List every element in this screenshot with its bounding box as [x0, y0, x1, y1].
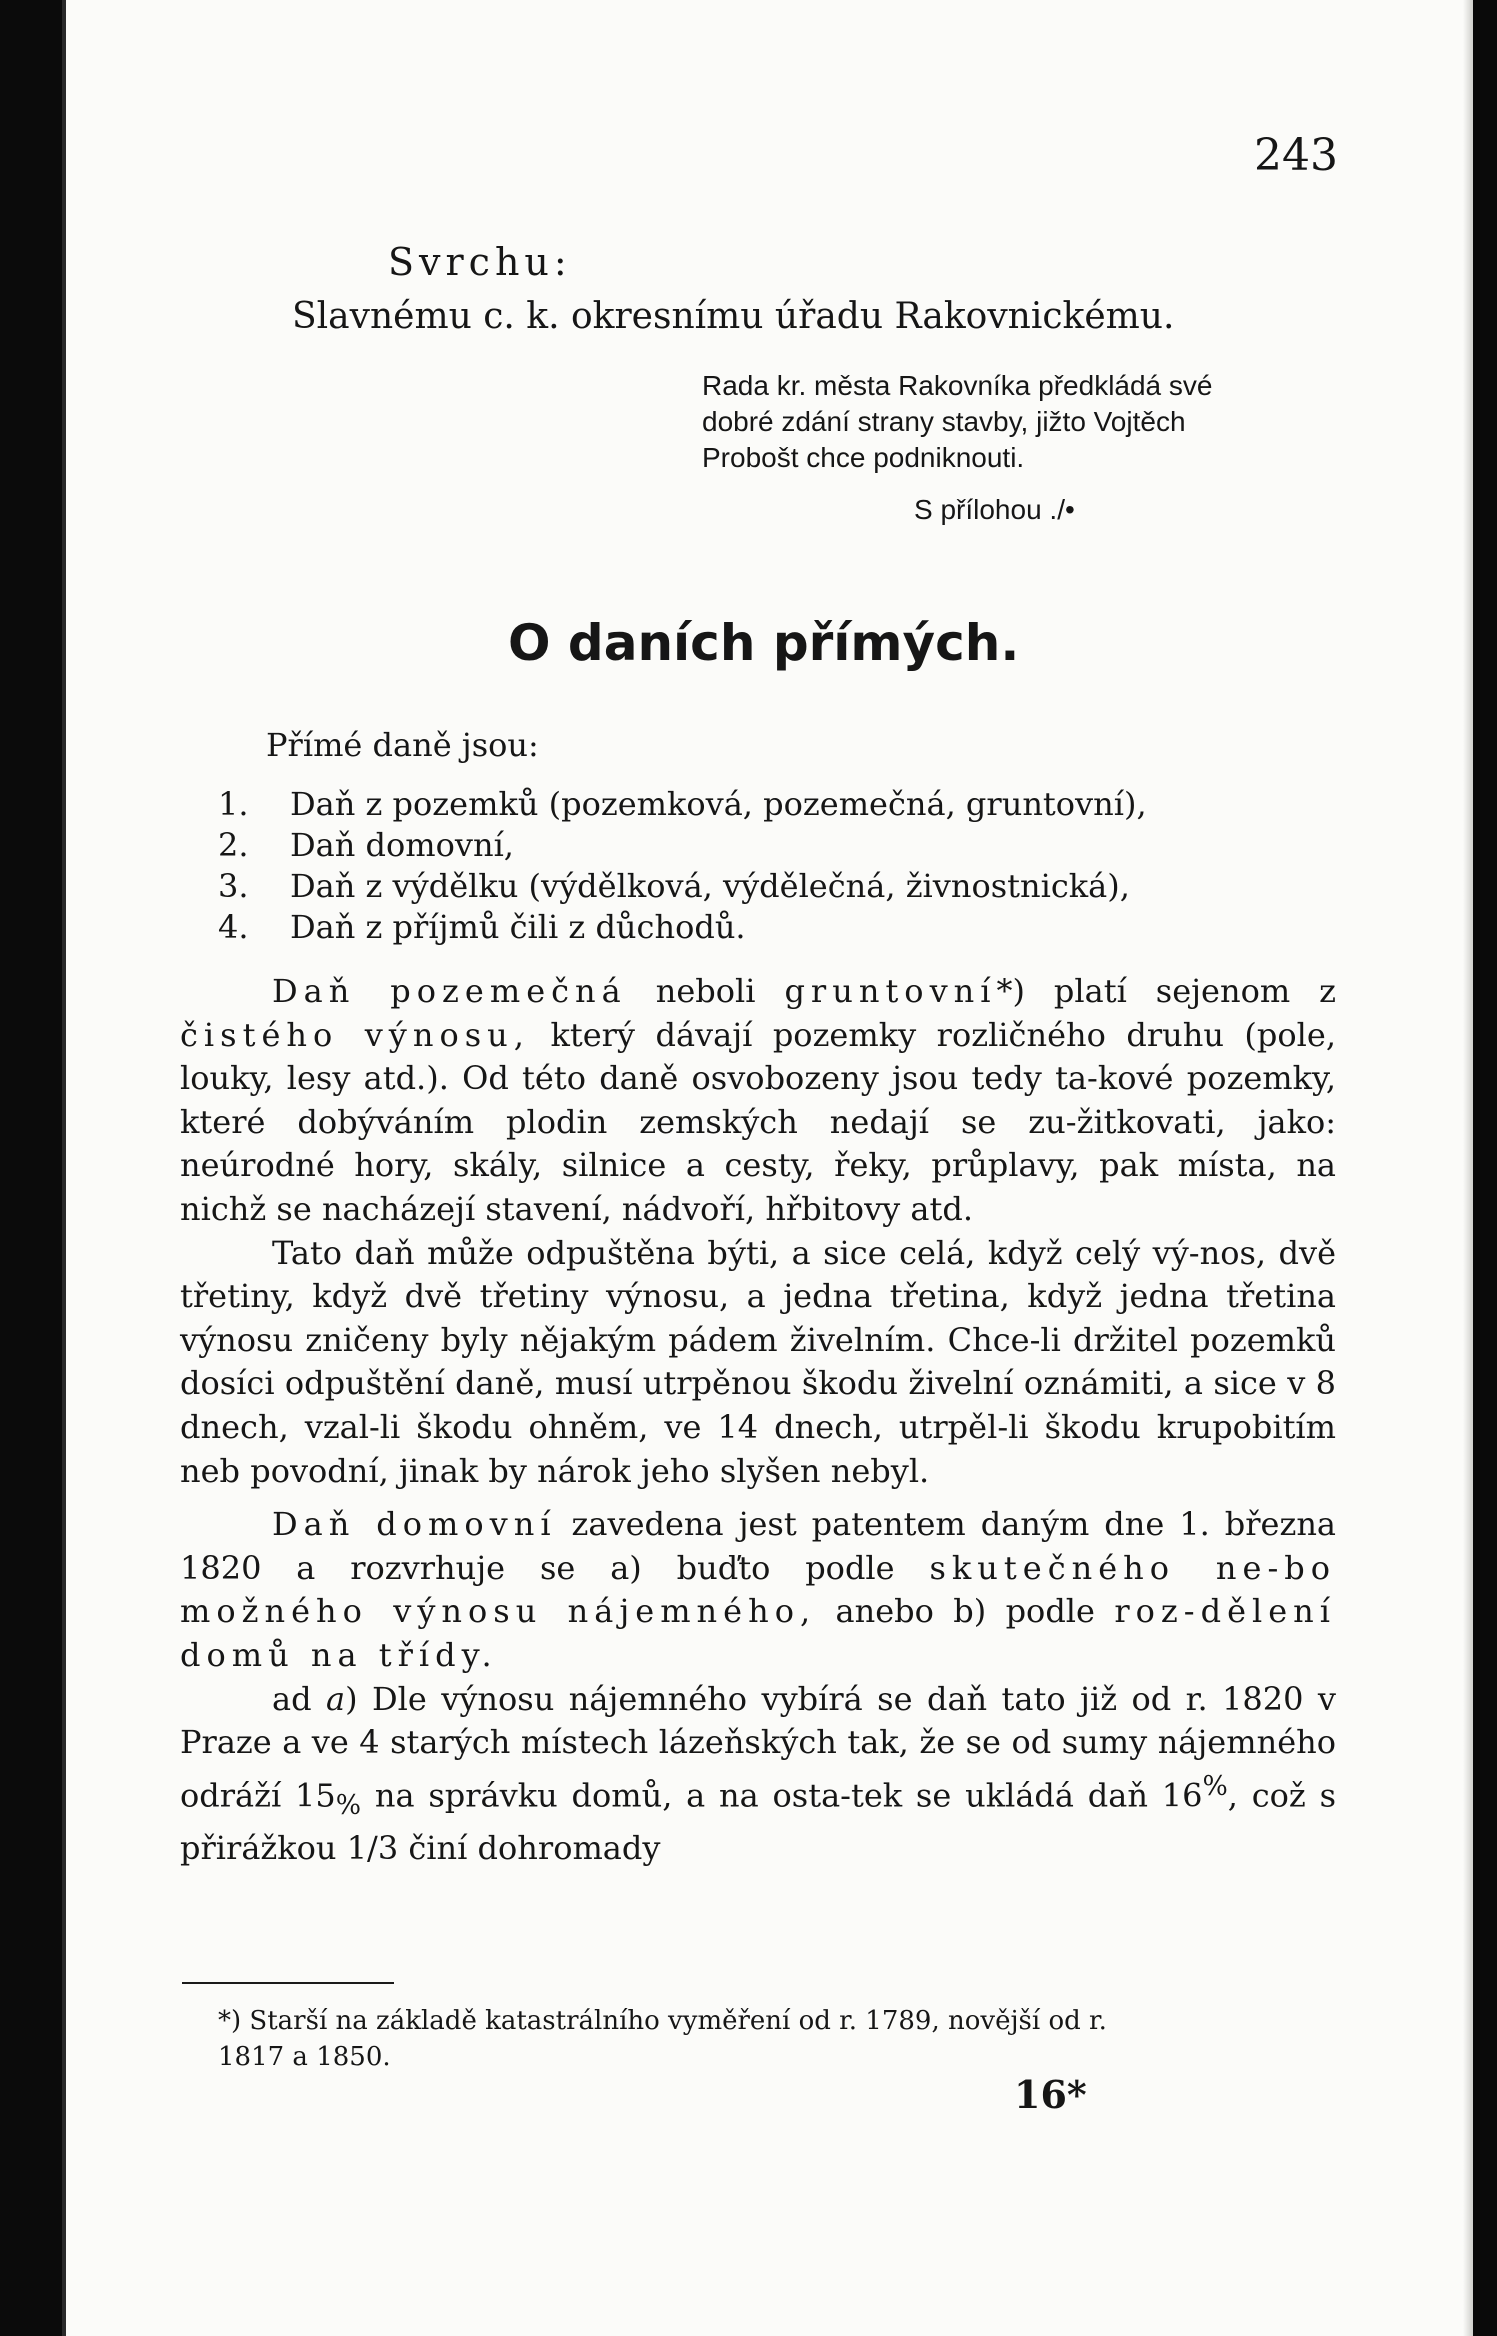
term-skutecneho-vynosu: skutečného ne-bo možného výnosu nájemného, — [180, 1548, 1337, 1631]
text-run: zavedena jest patentem daným dne 1. března 1820 a rozvrhuje se a) buďto podle — [180, 1505, 1337, 1587]
section-lead: Přímé daně jsou: — [266, 726, 539, 764]
list-item-text: Daň z pozemků (pozemková, pozemečná, gruntovní), — [290, 785, 1147, 823]
summary-line: Rada kr. města Rakovníka předkládá své — [702, 370, 1213, 401]
list-item — [218, 907, 1147, 948]
text-run: který dávají pozemky rozličného druhu (pole, louky, lesy atd.). Od této daně osvobozeny jsou tedy ta-kové pozemky, které dobýváním plodin zemských nedají se zu-žitkovati, jako: neúrodné hory, skály, silnice a cesty, řeky, průplavy, pak místa, na nichž se nacházejí stavení, nádvoří, hřbitovy atd. — [180, 1015, 1337, 1228]
fraction-one-third: 1/3 — [346, 1829, 399, 1868]
document-summary — [702, 368, 1342, 476]
term-dan-domovni: Daň domovní — [272, 1505, 557, 1544]
list-item — [218, 825, 1147, 866]
term-dan-pozemecna: Daň pozemečná — [272, 972, 627, 1010]
text-run: anebo b) podle — [816, 1592, 1115, 1631]
text-run: ad — [272, 1679, 326, 1718]
section-title: O daních přímých. — [508, 614, 1020, 672]
address-line: Slavnému c. k. okresnímu úřadu Rakovnickému. — [292, 296, 1175, 337]
term-gruntovni: gruntovní — [784, 972, 997, 1010]
summary-line: Probošt chce podniknouti. — [702, 442, 1025, 473]
list-item-number: 2. — [218, 826, 249, 864]
paragraph-rent-yield — [180, 1678, 1336, 1871]
term-cisteho-vynosu: čistého výnosu, — [180, 1015, 530, 1054]
scan-edge-left — [0, 0, 62, 2336]
paragraph-tax-remission: Tato daň může odpuštěna býti, a sice celá, když celý vý-nos, dvě třetiny, když dvě třetiny výnosu, a jedna třetina, když jedna třetina výnosu zničeny byly nějakým pádem živelním. Chce-li držitel pozemků dosíci odpuštění daně, musí utrpěnou škodu živelní oznámiti, a sice v 8 dnech, vzal-li škodu ohněm, ve 14 dnech, utrpěl-li škodu krupobitím neb povodní, jinak by nárok jeho slyšen nebyl. — [180, 1233, 1336, 1490]
tax-list — [218, 784, 1147, 948]
summary-line: dobré zdání strany stavby, jižto Vojtěch — [702, 406, 1186, 437]
list-item-text: Daň z příjmů čili z důchodů. — [290, 908, 746, 946]
percent-sign: % — [335, 1789, 362, 1821]
body-text — [180, 970, 1336, 1871]
list-item-text: Daň domovní, — [290, 826, 514, 864]
text-run: ) Dle výnosu nájemného vybírá se daň tato již od r. 1820 v Praze a ve 4 starých místech lázeňských tak, že se od sumy nájemného odráží 15 — [180, 1679, 1337, 1815]
text-run: *) platí sejenom z — [996, 972, 1337, 1010]
text-run: na správku domů, a na osta-tek se ukládá daň 16 — [361, 1776, 1203, 1815]
list-item — [218, 784, 1147, 825]
scan-edge-right — [1473, 0, 1497, 2336]
text-run: neboli — [626, 972, 785, 1010]
scan-edge-right-shade — [1463, 0, 1473, 2336]
term-rozdeleni-domu: roz-dělení domů na třídy. — [180, 1592, 1337, 1674]
footnote-divider — [182, 1982, 394, 1984]
list-item-number: 1. — [218, 785, 249, 823]
paragraph-house-tax — [180, 1503, 1336, 1677]
list-item-number: 4. — [218, 908, 249, 946]
text-run: , což s přirážkou — [180, 1776, 1337, 1868]
svrchu-heading: Svrchu: — [388, 240, 572, 284]
percent-sign: % — [1202, 1770, 1228, 1802]
list-item-number: 3. — [218, 867, 249, 905]
list-item-text: Daň z výdělku (výdělková, výdělečná, živnostnická), — [290, 867, 1130, 905]
scan-edge-left-line — [62, 0, 66, 2336]
text-run-italic: a — [326, 1679, 346, 1718]
signature-mark: 16* — [1014, 2072, 1087, 2117]
text-run: činí dohromady — [398, 1829, 661, 1868]
footnote-line: *) Starší na základě katastrálního vyměření od r. 1789, novější od r. — [218, 2006, 1107, 2036]
attachment-note: S přílohou ./• — [914, 494, 1075, 525]
footnote-line: 1817 a 1850. — [218, 2042, 391, 2072]
list-item — [218, 866, 1147, 907]
page-number: 243 — [1254, 130, 1338, 181]
footnote — [218, 2003, 1334, 2075]
paragraph-land-tax — [180, 970, 1336, 1232]
